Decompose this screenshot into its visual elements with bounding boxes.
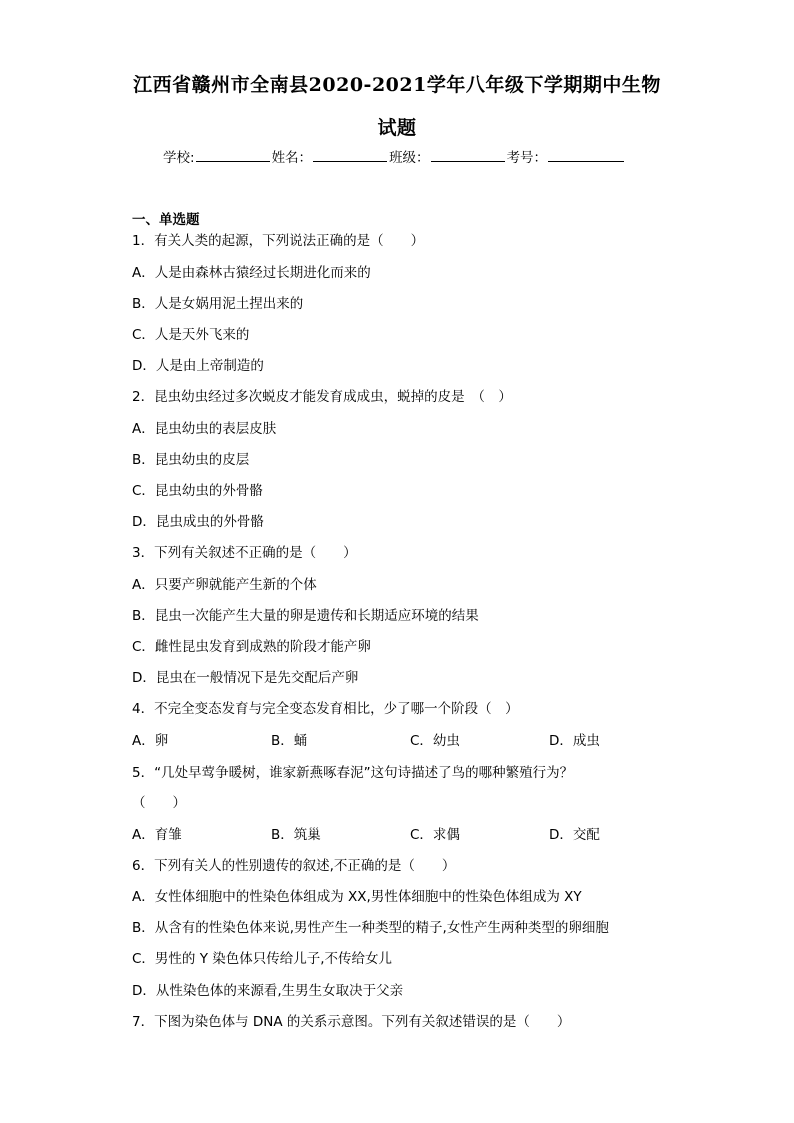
- question-5-options: [132, 826, 672, 844]
- question-6-option-b: B．从含有的性染色体来说,男性产生一种类型的精子,女性产生两种类型的卵细胞: [132, 920, 609, 936]
- question-5-option-a: A．育雏: [132, 827, 182, 843]
- question-3-option-b: B．昆虫一次能产生大量的卵是遗传和长期适应环境的结果: [132, 608, 479, 624]
- class-blank[interactable]: [431, 147, 505, 162]
- question-3-option-d: D．昆虫在一般情况下是先交配后产卵: [132, 670, 359, 686]
- question-2-option-c: C．昆虫幼虫的外骨骼: [132, 483, 263, 499]
- student-info-row: [163, 146, 626, 166]
- school-blank[interactable]: [196, 147, 270, 162]
- exam-title-line2: 试题: [377, 117, 417, 139]
- question-1-option-b: B．人是女娲用泥土捏出来的: [132, 296, 304, 312]
- question-5-option-b: B．筑巢: [271, 827, 321, 843]
- question-4-option-b: B．蛹: [271, 733, 308, 749]
- question-4-stem: 4．不完全变态发育与完全变态发育相比，少了哪一个阶段（ ）: [132, 701, 519, 717]
- question-4-option-d: D．成虫: [549, 733, 600, 749]
- question-7-stem: 7．下图为染色体与 DNA 的关系示意图。下列有关叙述错误的是（ ）: [132, 1014, 571, 1030]
- question-1-option-a: A．人是由森林古猿经过长期进化而来的: [132, 265, 371, 281]
- name-label: 姓名：: [271, 150, 313, 166]
- question-2-stem: 2．昆虫幼虫经过多次蜕皮才能发育成成虫，蜕掉的皮是 （ ）: [132, 389, 512, 405]
- name-blank[interactable]: [313, 147, 387, 162]
- question-4-option-a: A．卵: [132, 733, 169, 749]
- question-2-option-b: B．昆虫幼虫的皮层: [132, 452, 250, 468]
- exam-number-label: 考号：: [506, 150, 548, 166]
- class-label: 班级：: [389, 150, 430, 166]
- question-1-option-d: D．人是由上帝制造的: [132, 358, 264, 374]
- question-6-option-d: D．从性染色体的来源看,生男生女取决于父亲: [132, 983, 404, 999]
- question-5-option-c: C．求偶: [410, 827, 460, 843]
- exam-number-blank[interactable]: [548, 147, 624, 162]
- question-5-stem-continued: （ ）: [132, 795, 186, 811]
- question-1-option-c: C．人是天外飞来的: [132, 327, 250, 343]
- question-6-option-a: A．女性体细胞中的性染色体组成为 XX,男性体细胞中的性染色体组成为 XY: [132, 889, 582, 905]
- question-3-stem: 3．下列有关叙述不正确的是（ ）: [132, 545, 357, 561]
- question-1-stem: 1．有关人类的起源，下列说法正确的是（ ）: [132, 233, 425, 249]
- school-label: 学校:: [163, 150, 195, 166]
- question-2-option-a: A．昆虫幼虫的表层皮肤: [132, 421, 277, 437]
- question-4-options: [132, 732, 672, 750]
- exam-title-line1: 江西省赣州市全南县2020-2021学年八年级下学期期中生物: [133, 74, 661, 96]
- question-6-option-c: C．男性的 Y 染色体只传给儿子,不传给女儿: [132, 951, 393, 967]
- question-3-option-a: A．只要产卵就能产生新的个体: [132, 577, 317, 593]
- question-3-option-c: C．雌性昆虫发育到成熟的阶段才能产卵: [132, 639, 371, 655]
- question-4-option-c: C．幼虫: [410, 733, 460, 749]
- question-6-stem: 6．下列有关人的性别遗传的叙述,不正确的是（ ）: [132, 858, 456, 874]
- question-5-stem: 5．“几处早莺争暖树，谁家新燕啄春泥”这句诗描述了鸟的哪种繁殖行为？: [132, 765, 574, 781]
- section-heading: 一、单选题: [132, 212, 200, 228]
- question-2-option-d: D．昆虫成虫的外骨骼: [132, 514, 264, 530]
- question-5-option-d: D．交配: [549, 827, 600, 843]
